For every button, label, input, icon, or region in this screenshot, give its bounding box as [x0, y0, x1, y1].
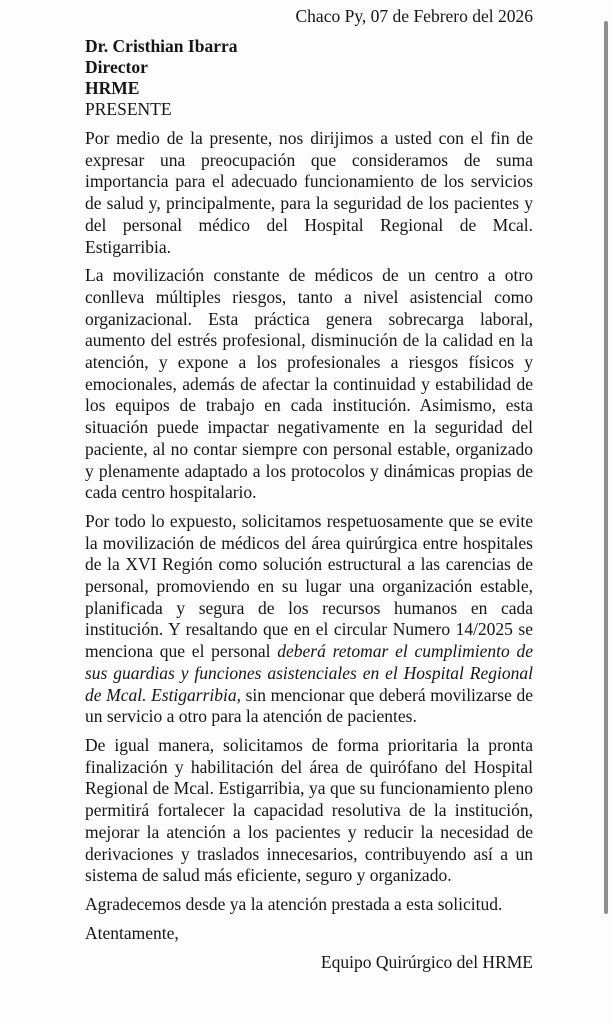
letter-content — [85, 5, 533, 974]
paragraph-1: Por medio de la presente, nos dirijimos a usted con el fin de expresar una preocupación que consideramos de suma importancia para el adecuado funcionamiento de los servicios de salud y, principalmente, para la seguridad de los pacientes y del personal médico del Hospital Regional de Mcal. Estigarribia. — [85, 128, 533, 257]
recipient-organization: HRME — [85, 78, 140, 98]
signature-line: Equipo Quirúrgico del HRME — [320, 952, 533, 973]
paragraph-3-italic-quote: deberá retomar el cumplimiento de sus guardias y funciones asistenciales en el Hospital Regional de Mcal. Estigarribia, — [85, 641, 533, 705]
paragraph-3-text-before: Por todo lo expuesto, solicitamos respetuosamente que se evite la movilización de médicos del área quirúrgica entre hospitales de la XVI Región como solución estructural a las carencias de personal, promoviendo en su lugar una organización estable, planificada y segura de los recursos humanos en cada institución. Y resaltando que en el circular Numero 14/2025 se menciona que el personal — [85, 510, 533, 662]
paragraph-4: De igual manera, solicitamos de forma prioritaria la pronta finalización y habilitación del área de quirófano del Hospital Regional de Mcal. Estigarribia, ya que su funcionamiento pleno permitirá fortalecer la capacidad resolutiva de la institución, mejorar la atención a los pacientes y reducir la necesidad de derivaciones y traslados innecesarios, contribuyendo así a un sistema de salud más eficiente, seguro y organizado. — [85, 734, 533, 886]
closing-line: Agradecemos desde ya la atención prestada a esta solicitud. — [85, 893, 503, 914]
paragraph-2: La movilización constante de médicos de un centro a otro conlleva múltiples riesgos, tanto a nivel asistencial como organizacional. Esta práctica genera sobrecarga laboral, aumento del estrés profesional, disminución de la calidad en la atención, y expone a los profesionales a riesgos físicos y emocionales, además de afectar la continuidad y estabilidad de los equipos de trabajo en cada institución. Asimismo, esta situación puede impactar negativamente en la seguridad del paciente, al no contar siempre con personal estable, organizado y plenamente adaptado a los protocolos y dinámicas propias de cada centro hospitalario. — [85, 265, 533, 503]
scrollbar-thumb[interactable] — [604, 21, 608, 914]
date-line: Chaco Py, 07 de Febrero del 2026 — [295, 6, 533, 26]
paragraph-3-text-after: sin mencionar que deberá movilizarse de un servicio a otro para la atención de pacientes. — [85, 684, 533, 727]
letter-body — [85, 128, 533, 944]
recipient-name: Dr. Cristhian Ibarra — [85, 36, 238, 56]
recipient-role: Director — [85, 57, 148, 77]
recipient-presentation: PRESENTE — [85, 99, 172, 119]
paragraph-3 — [85, 511, 533, 728]
valediction-line: Atentamente, — [85, 922, 179, 943]
recipient-block — [85, 36, 533, 120]
